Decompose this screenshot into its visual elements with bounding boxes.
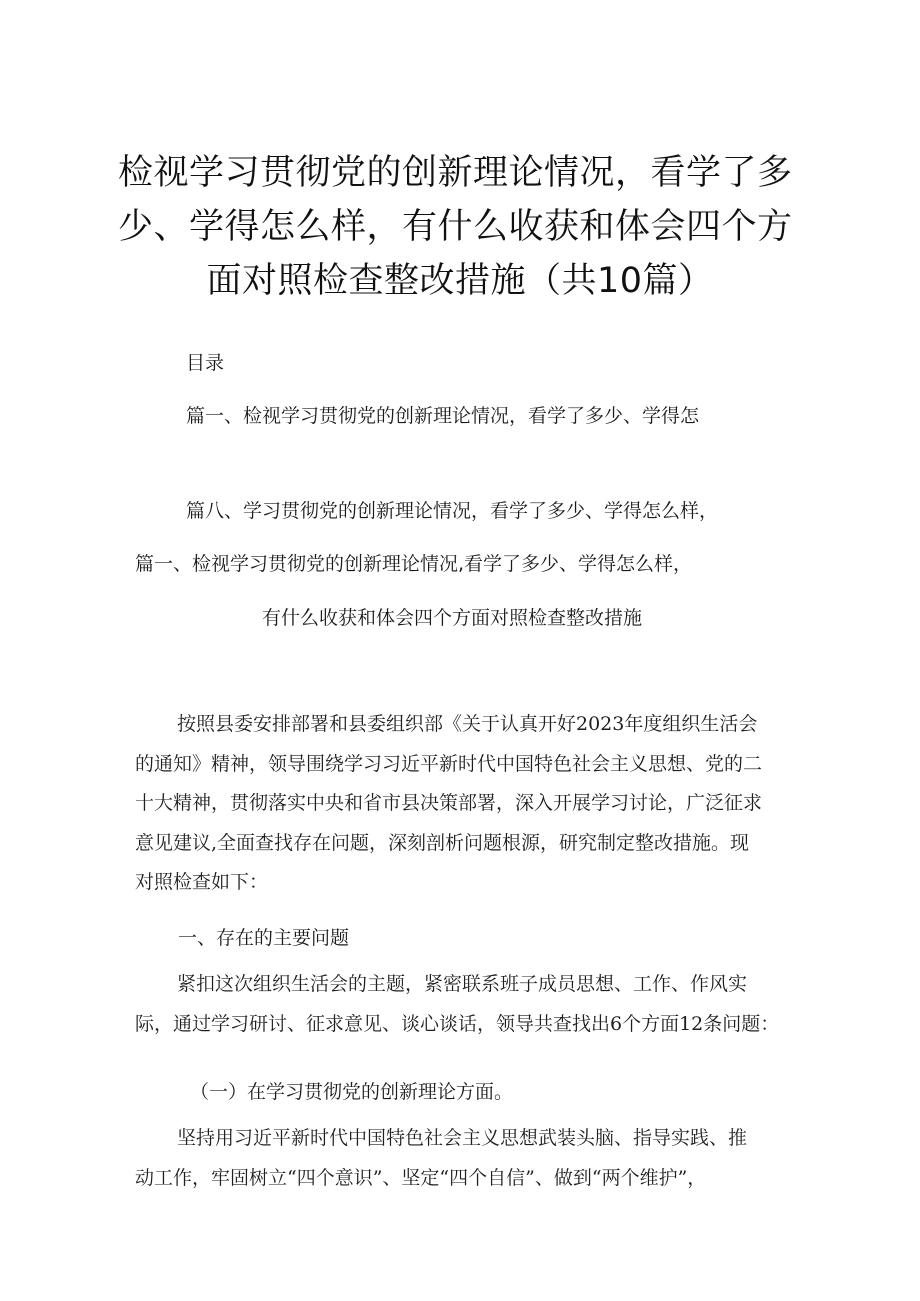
problems-line-2: 际，通过学习研讨、征求意见、谈心谈话，领导共查找出6个方面12条问题：	[135, 1012, 780, 1035]
toc-item-1[interactable]: 篇一、检视学习贯彻党的创新理论情况，看学了多少、学得怎	[186, 405, 700, 427]
intro-paragraph	[135, 705, 785, 903]
toc-heading: 目录	[186, 352, 225, 374]
theory-line-1: 坚持用习近平新时代中国特色社会主义思想武装头脑、指导实践、推	[177, 1127, 748, 1149]
problems-paragraph	[135, 965, 785, 1044]
document-title	[118, 146, 802, 308]
section-title-line-1: 篇一、检视学习贯彻党的创新理论情况,看学了多少、学得怎么样，	[135, 553, 693, 575]
intro-line-4: 意见建议,全面查找存在问题，深刻剖析问题根源，研究制定整改措施。现	[135, 831, 750, 854]
problems-line-1: 紧扣这次组织生活会的主题，紧密联系班子成员思想、工作、作风实	[177, 973, 748, 995]
title-line-1: 检视学习贯彻党的创新理论情况，看学了多	[118, 153, 793, 193]
theory-line-2: 动工作，牢固树立“四个意识”、坚定“四个自信”、做到“两个维护”，	[135, 1166, 707, 1189]
intro-line-5: 对照检查如下：	[135, 871, 269, 893]
intro-line-2: 的通知》精神，领导围绕学习习近平新时代中国特色社会主义思想、党的二	[135, 752, 763, 775]
theory-paragraph	[135, 1119, 785, 1198]
intro-line-3: 十大精神，贯彻落实中央和省市县决策部署，深入开展学习讨论，广泛征求	[135, 792, 763, 814]
title-line-3: 面对照检查整改措施（共10篇）	[206, 261, 714, 301]
title-line-2: 少、学得怎么样，有什么收获和体会四个方	[118, 207, 793, 247]
section-title-line-2: 有什么收获和体会四个方面对照检查整改措施	[262, 607, 643, 629]
subheading-theory: （一）在学习贯彻党的创新理论方面。	[190, 1081, 514, 1103]
intro-line-1: 按照县委安排部署和县委组织部《关于认真开好2023年度组织生活会	[177, 713, 758, 735]
toc-item-8[interactable]: 篇八、学习贯彻党的创新理论情况，看学了多少、学得怎么样，	[186, 500, 719, 522]
heading-problems: 一、存在的主要问题	[178, 927, 350, 949]
